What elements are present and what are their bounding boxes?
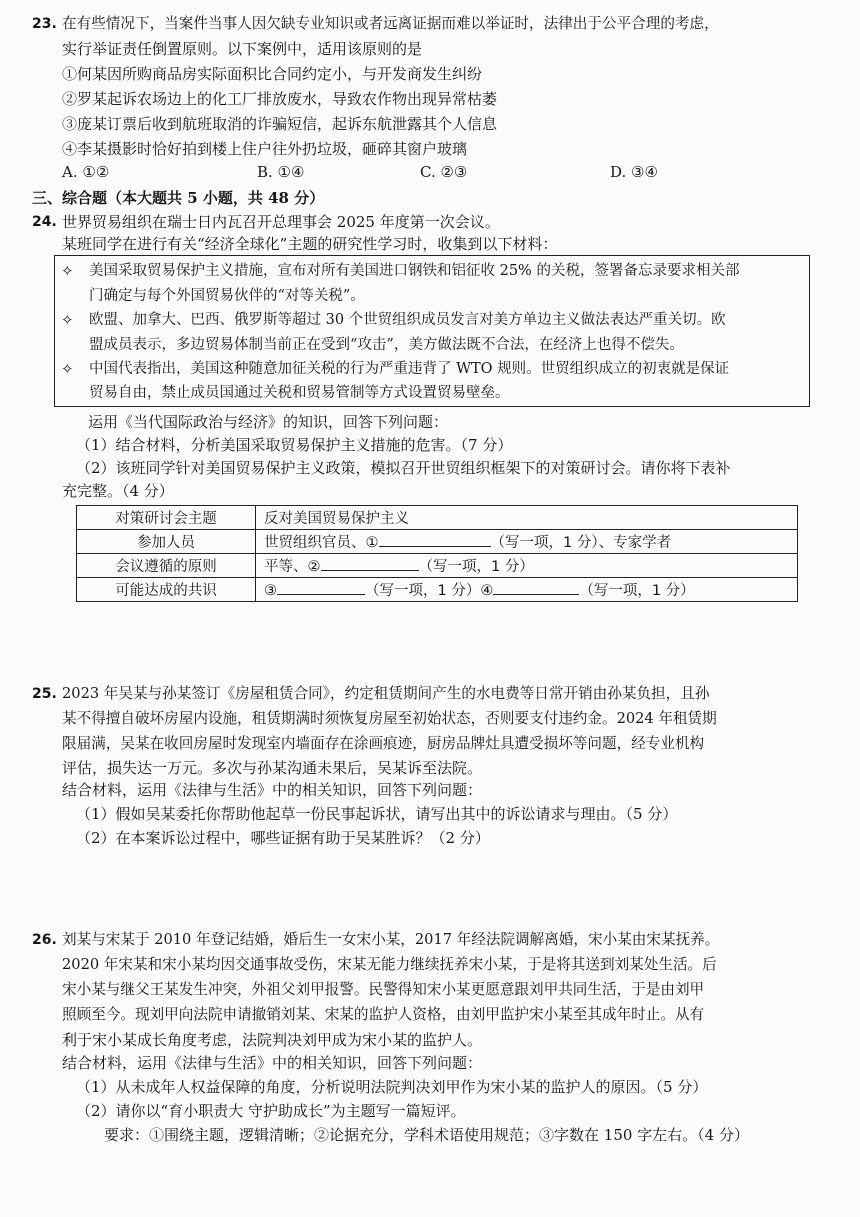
table-row bbox=[77, 506, 798, 530]
q26-line3: 宋小某与继父王某发生冲突，外祖父刘甲报警。民警得知宋小某更愿意跟刘甲共同生活，于是由刘甲 bbox=[62, 981, 705, 998]
q24-material-3-line2: 贸易自由，禁止成员国通过关税和贸易管制等方式设置贸易壁垒。 bbox=[89, 385, 510, 401]
q26-requirement: 要求：①围绕主题，逻辑清晰；②论据充分，学科术语使用规范；③字数在 150 字左右。（4 分） bbox=[104, 1126, 749, 1144]
q25-line3: 限届满，吴某在收回房屋时发现室内墙面存在涂画痕迹，厨房品牌灶具遭受损坏等问题，经专业机构 bbox=[62, 735, 705, 752]
answer-blank-2[interactable] bbox=[321, 556, 419, 571]
q23-option-d: D. ③④ bbox=[610, 163, 658, 181]
answer-blank-1[interactable] bbox=[379, 532, 491, 547]
table-row bbox=[77, 554, 798, 578]
q24-material-2-line2: 盟成员表示，多边贸易体制当前正在受到“攻击”，美方做法既不合法，在经济上也得不偿失。 bbox=[89, 337, 684, 353]
table-label-consensus: 可能达成的共识 bbox=[77, 578, 256, 602]
q26-sub1: （1）从未成年人权益保障的角度，分析说明法院判决刘甲作为宋小某的监护人的原因。（5 分） bbox=[76, 1078, 708, 1096]
q26-number: 26. bbox=[32, 932, 57, 948]
q24-material-3-line1: 中国代表指出，美国这种随意加征关税的行为严重违背了 WTO 规则。世贸组织成立的初衷就是保证 bbox=[89, 361, 730, 377]
participants-suffix: （写一项，1 分）、专家学者 bbox=[490, 535, 672, 551]
q23-item-3: ③庞某订票后收到航班取消的诈骗短信，起诉东航泄露其个人信息 bbox=[62, 115, 498, 133]
q26-line4: 照顾至今。现刘甲向法院申请撤销刘某、宋某的监护人资格，由刘甲监护宋小某至其成年时止。从有 bbox=[62, 1006, 705, 1023]
table-row bbox=[77, 530, 798, 554]
participants-prefix: 世贸组织官员、① bbox=[264, 535, 379, 551]
q23-item-1: ①何某因所购商品房实际面积比合同约定小，与开发商发生纠纷 bbox=[62, 65, 483, 83]
q24-intro-line2: 某班同学在进行有关“经济全球化”主题的研究性学习时，收集到以下材料： bbox=[62, 235, 558, 253]
consensus-middle: （写一项，1 分）④ bbox=[365, 583, 494, 599]
q23-option-b: B. ①④ bbox=[257, 163, 305, 181]
q26-line5: 利于宋小某成长角度考虑，法院判决刘甲成为宋小某的监护人。 bbox=[62, 1031, 483, 1049]
table-value-participants bbox=[256, 530, 798, 554]
answer-blank-3[interactable] bbox=[277, 580, 365, 595]
q24-sub2-line2: 充完整。（4 分） bbox=[62, 482, 174, 500]
answer-blank-4[interactable] bbox=[493, 580, 579, 595]
consensus-suffix: （写一项，1 分） bbox=[579, 583, 695, 599]
principle-prefix: 平等、② bbox=[264, 559, 321, 575]
q24-instruction: 运用《当代国际政治与经济》的知识，回答下列问题： bbox=[88, 413, 449, 431]
q25-line4: 评估，损失达一万元。多次与孙某沟通未果后，吴某诉至法院。 bbox=[62, 759, 483, 777]
q24-sub1: （1）结合材料，分析美国采取贸易保护主义措施的危害。（7 分） bbox=[76, 436, 513, 454]
q24-sub2-line1: （2）该班同学针对美国贸易保护主义政策，模拟召开世贸组织框架下的对策研讨会。请你将下表补 bbox=[76, 459, 731, 477]
q24-intro-line1: 世界贸易组织在瑞士日内瓦召开总理事会 2025 年度第一次会议。 bbox=[62, 213, 500, 231]
section-3-heading: 三、综合题（本大题共 5 小题，共 48 分） bbox=[32, 189, 325, 207]
diamond-bullet-icon: ✧ bbox=[61, 262, 74, 280]
q24-number: 24. bbox=[32, 214, 57, 230]
q25-number: 25. bbox=[32, 686, 57, 702]
q25-sub2: （2）在本案诉讼过程中，哪些证据有助于吴某胜诉？（2 分） bbox=[76, 829, 490, 847]
q26-sub2: （2）请你以“育小职责大 守护助成长”为主题写一篇短评。 bbox=[76, 1102, 466, 1120]
q23-stem-line1: 在有些情况下，当案件当事人因欠缺专业知识或者远离证据而难以举证时，法律出于公平合理的考虑， bbox=[62, 15, 719, 32]
q25-sub1: （1）假如吴某委托你帮助他起草一份民事起诉状，请写出其中的诉讼请求与理由。（5 分） bbox=[76, 805, 678, 823]
diamond-bullet-icon: ✧ bbox=[61, 311, 74, 329]
table-value-principle bbox=[256, 554, 798, 578]
q25-instruction: 结合材料，运用《法律与生活》中的相关知识，回答下列问题： bbox=[62, 781, 483, 799]
q23-item-2: ②罗某起诉农场边上的化工厂排放废水，导致农作物出现异常枯萎 bbox=[62, 90, 498, 108]
diamond-bullet-icon: ✧ bbox=[61, 360, 74, 378]
q23-option-c: C. ②③ bbox=[420, 163, 468, 181]
q25-line1: 2023 年吴某与孙某签订《房屋租赁合同》，约定租赁期间产生的水电费等日常开销由孙某负担，且孙 bbox=[62, 685, 710, 702]
q24-material-1-line1: 美国采取贸易保护主义措施，宣布对所有美国进口钢铁和铝征收 25% 的关税，签署备忘录要求相关部 bbox=[89, 263, 740, 279]
q24-material-1-line2: 门确定与每个外国贸易伙伴的“对等关税”。 bbox=[89, 288, 365, 304]
q23-option-a: A. ①② bbox=[62, 163, 110, 181]
q26-line2: 2020 年宋某和宋小某均因交通事故受伤，宋某无能力继续抚养宋小某，于是将其送到刘某处生活。后 bbox=[62, 956, 717, 973]
q24-material-2-line1: 欧盟、加拿大、巴西、俄罗斯等超过 30 个世贸组织成员发言对美方单边主义做法表达严重关切。欧 bbox=[89, 312, 726, 328]
q24-materials-box bbox=[54, 255, 810, 407]
q26-line1: 刘某与宋某于 2010 年登记结婚，婚后生一女宋小某，2017 年经法院调解离婚，宋小某由宋某抚养。 bbox=[62, 931, 720, 948]
principle-suffix: （写一项，1 分） bbox=[418, 559, 534, 575]
q23-stem-line2: 实行举证责任倒置原则。以下案例中，适用该原则的是 bbox=[62, 40, 423, 58]
q23-item-4: ④李某摄影时恰好拍到楼上住户往外扔垃圾，砸碎其窗户玻璃 bbox=[62, 140, 468, 158]
q23-number: 23. bbox=[32, 16, 57, 32]
table-value-theme: 反对美国贸易保护主义 bbox=[256, 506, 798, 530]
q25-line2: 某不得擅自破坏房屋内设施，租赁期满时须恢复房屋至初始状态，否则要支付违约金。2024 年租赁期 bbox=[62, 710, 717, 727]
table-label-principle: 会议遵循的原则 bbox=[77, 554, 256, 578]
q24-answer-table bbox=[76, 505, 798, 602]
consensus-marker-3: ③ bbox=[264, 583, 277, 599]
q26-instruction: 结合材料，运用《法律与生活》中的相关知识，回答下列问题： bbox=[62, 1054, 483, 1072]
table-label-participants: 参加人员 bbox=[77, 530, 256, 554]
table-row bbox=[77, 578, 798, 602]
table-label-theme: 对策研讨会主题 bbox=[77, 506, 256, 530]
table-value-consensus bbox=[256, 578, 798, 602]
